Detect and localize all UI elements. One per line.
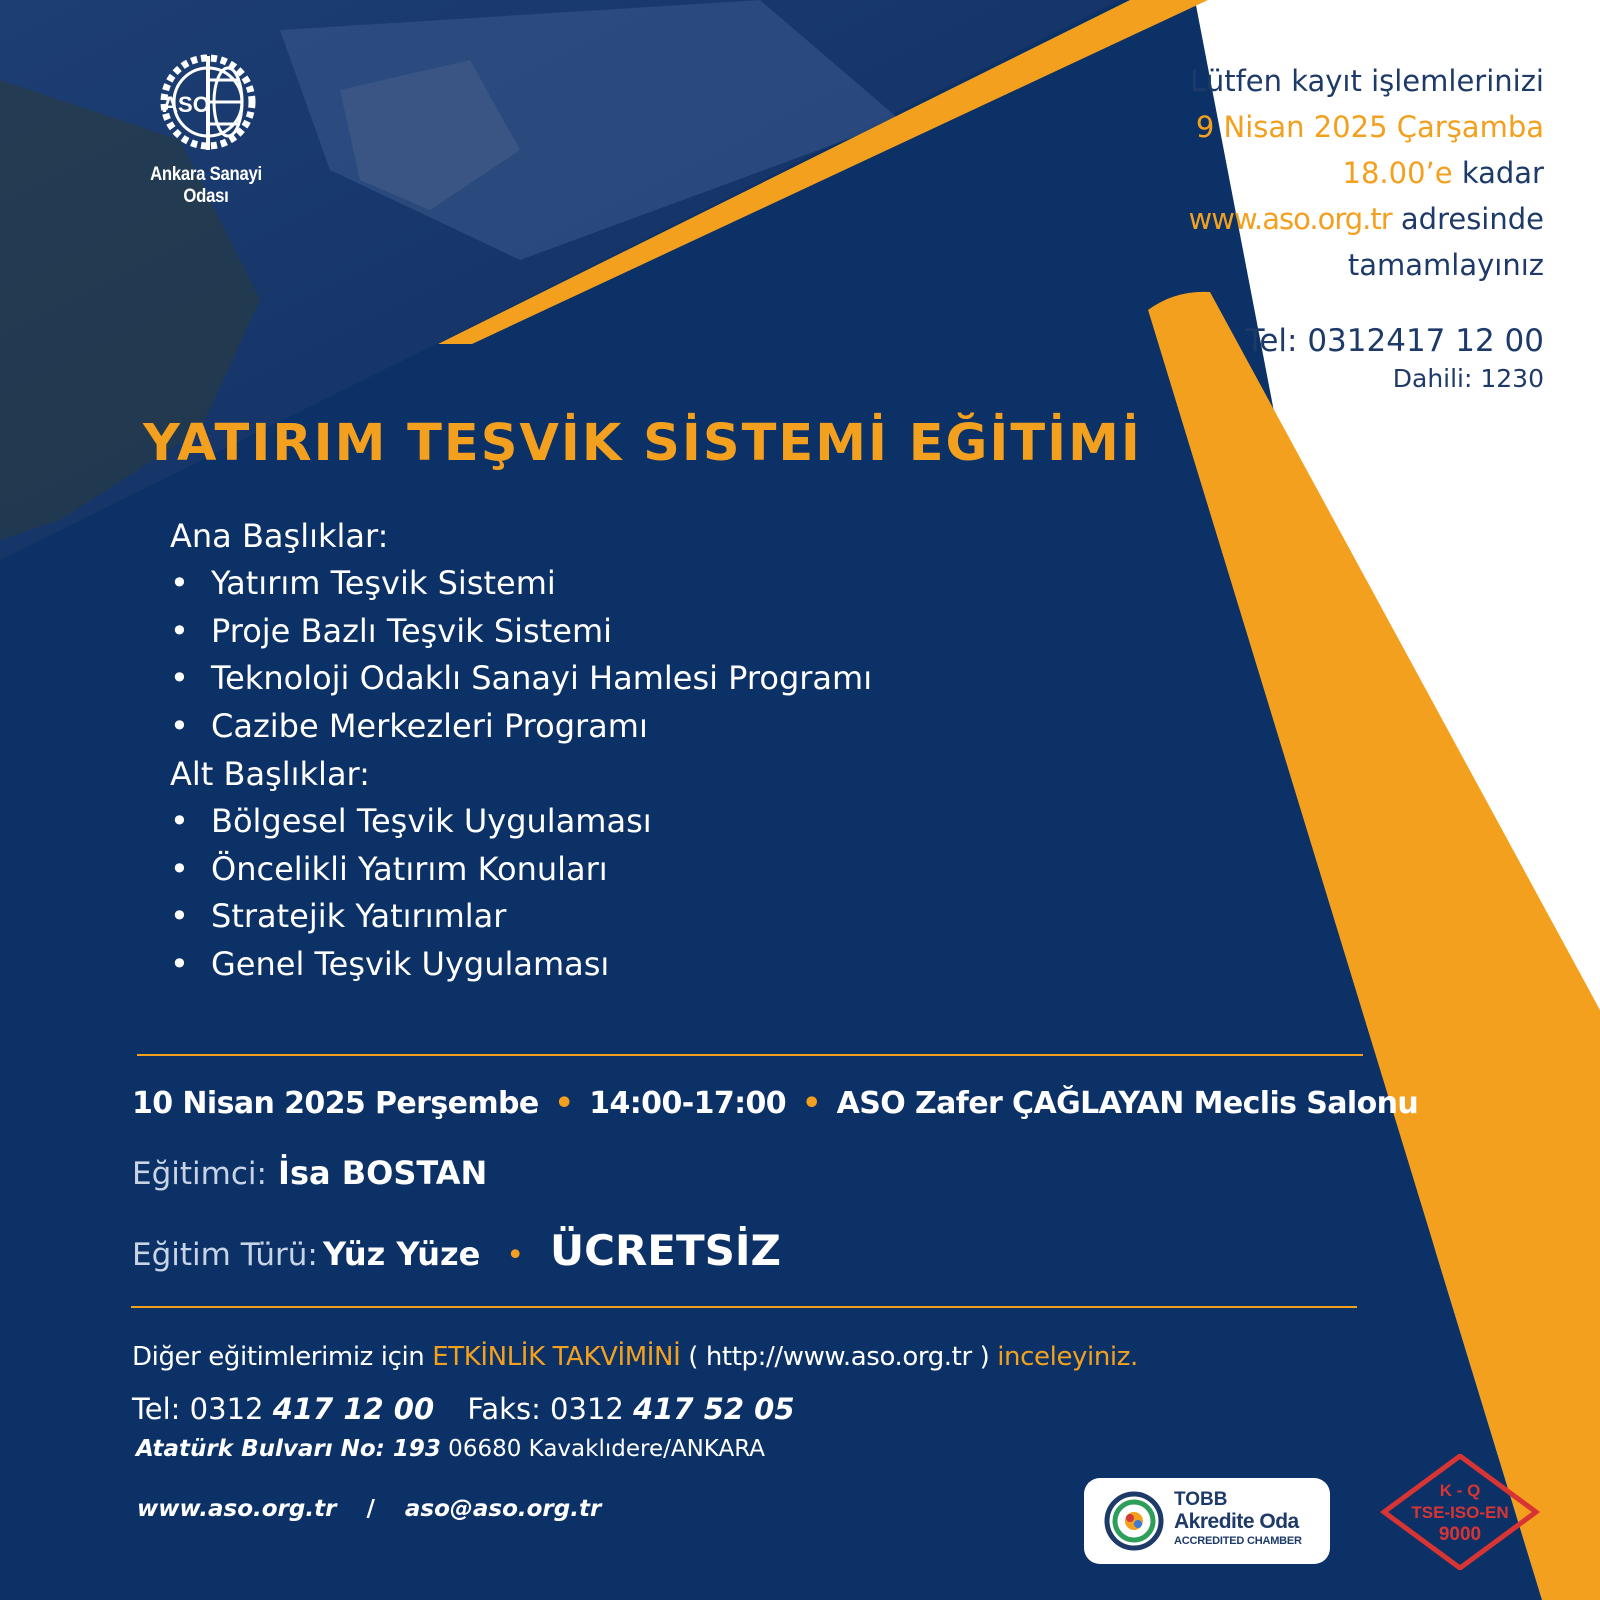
registration-note: [984, 58, 1544, 288]
list-item-text: Cazibe Merkezleri Programı: [211, 706, 648, 745]
fax-label: Faks: 0312: [467, 1392, 634, 1426]
separator-dot: •: [802, 1086, 821, 1121]
tobb-emblem-icon: [1092, 1478, 1172, 1564]
bullet: •: [170, 564, 189, 602]
registration-time-suffix: kadar: [1452, 156, 1544, 190]
tel-label: Tel: 0312: [132, 1392, 273, 1426]
more-suffix: inceleyiniz.: [997, 1342, 1138, 1372]
trainer-label: Eğitimci:: [132, 1156, 267, 1192]
event-venue: ASO Zafer ÇAĞLAYAN Meclis Salonu: [836, 1086, 1419, 1121]
registration-url-link[interactable]: www.aso.org.tr: [1188, 202, 1392, 236]
list-item-text: Proje Bazlı Teşvik Sistemi: [211, 611, 612, 650]
kq-line3: 9000: [1438, 1524, 1482, 1545]
registration-line1: Lütfen kayıt işlemlerinizi: [1190, 64, 1544, 98]
list-item: [170, 846, 872, 894]
svg-text:ASO: ASO: [162, 92, 210, 117]
training-type-label: Eğitim Türü:: [132, 1237, 318, 1273]
footer-contact: [132, 1392, 795, 1426]
fee-badge: ÜCRETSİZ: [550, 1226, 781, 1275]
list-item-text: Teknoloji Odaklı Sanayi Hamlesi Programı: [211, 659, 873, 697]
list-item: [170, 703, 872, 751]
separator-dot: •: [554, 1086, 574, 1121]
registration-line5: tamamlayınız: [1347, 248, 1544, 282]
bullet: •: [170, 897, 189, 935]
address-city: 06680 Kavaklıdere/ANKARA: [440, 1436, 765, 1462]
fax-number: 417 52 05: [633, 1392, 795, 1426]
more-prefix: Diğer eğitimlerimiz için: [132, 1342, 433, 1372]
more-url-link[interactable]: ( http://www.aso.org.tr ): [680, 1342, 998, 1372]
trainer-info: [132, 1154, 487, 1192]
tobb-text: [1174, 1490, 1302, 1548]
list-item-text: Stratejik Yatırımlar: [211, 897, 507, 935]
registration-url-suffix: adresinde: [1391, 202, 1544, 236]
list-item: [170, 893, 872, 941]
bullet: •: [170, 802, 189, 840]
bullet: •: [170, 849, 189, 888]
list-item: [170, 941, 872, 989]
event-calendar-link[interactable]: ETKİNLİK TAKVİMİNİ: [432, 1342, 681, 1372]
trainer-name: İsa BOSTAN: [278, 1154, 488, 1192]
sub-topics-list: [170, 798, 872, 988]
list-item-text: Öncelikli Yatırım Konuları: [211, 849, 608, 888]
kq-line2: TSE-ISO-EN: [1411, 1503, 1509, 1522]
bullet: •: [170, 706, 189, 745]
registration-date: 9 Nisan 2025 Çarşamba: [1195, 110, 1544, 144]
registration-time: 18.00’e: [1342, 156, 1453, 190]
registration-tel: Tel: 0312417 12 00: [1245, 323, 1544, 359]
tobb-line1: TOBB: [1174, 1489, 1228, 1510]
registration-ext: Dahili: 1230: [1392, 364, 1544, 393]
sub-topics-heading: Alt Başlıklar:: [170, 755, 370, 793]
kq-line1: K - Q: [1439, 1481, 1481, 1500]
more-trainings-note: [132, 1342, 1138, 1372]
list-item-text: Genel Teşvik Uygulaması: [211, 944, 610, 983]
list-item: [170, 798, 872, 846]
web-separator: /: [366, 1496, 375, 1522]
tobb-line2: Akredite Oda: [1174, 1510, 1299, 1533]
list-item: [170, 655, 872, 703]
kq-certification-badge: [1380, 1454, 1540, 1570]
aso-logo: [116, 50, 296, 208]
list-item: [170, 608, 872, 656]
page-title: YATIRIM TEŞVİK SİSTEMİ EĞİTİMİ: [143, 414, 1142, 473]
registration-contact: [1246, 320, 1544, 396]
aso-logo-icon: [148, 50, 264, 158]
logo-caption: Ankara Sanayi Odası: [150, 164, 262, 207]
email-link[interactable]: aso@aso.org.tr: [404, 1496, 602, 1522]
footer-web: [137, 1496, 601, 1522]
bullet: •: [170, 659, 189, 697]
main-topics-list: [170, 560, 872, 750]
topics-block: [170, 512, 872, 988]
website-link[interactable]: www.aso.org.tr: [137, 1496, 337, 1522]
tel-number: 417 12 00: [272, 1392, 435, 1426]
tobb-accredited-badge: [1084, 1478, 1330, 1564]
tobb-line3: ACCREDITED CHAMBER: [1174, 1535, 1302, 1547]
separator-dot: •: [506, 1238, 525, 1273]
list-item-text: Yatırım Teşvik Sistemi: [211, 564, 556, 602]
bullet: •: [170, 611, 189, 650]
address-street: Atatürk Bulvarı No: 193: [136, 1436, 441, 1462]
main-topics-heading: Ana Başlıklar:: [170, 517, 389, 555]
event-date: 10 Nisan 2025 Perşembe: [132, 1086, 539, 1121]
training-type-value: Yüz Yüze: [322, 1235, 481, 1273]
divider-top: [137, 1054, 1363, 1056]
bullet: •: [170, 944, 189, 983]
footer-address: [136, 1436, 765, 1462]
training-type-info: [132, 1226, 781, 1275]
event-time: 14:00-17:00: [589, 1086, 787, 1121]
divider-bottom: [131, 1306, 1357, 1308]
event-info: [132, 1086, 1418, 1121]
list-item-text: Bölgesel Teşvik Uygulaması: [211, 802, 652, 840]
list-item: [170, 560, 872, 608]
